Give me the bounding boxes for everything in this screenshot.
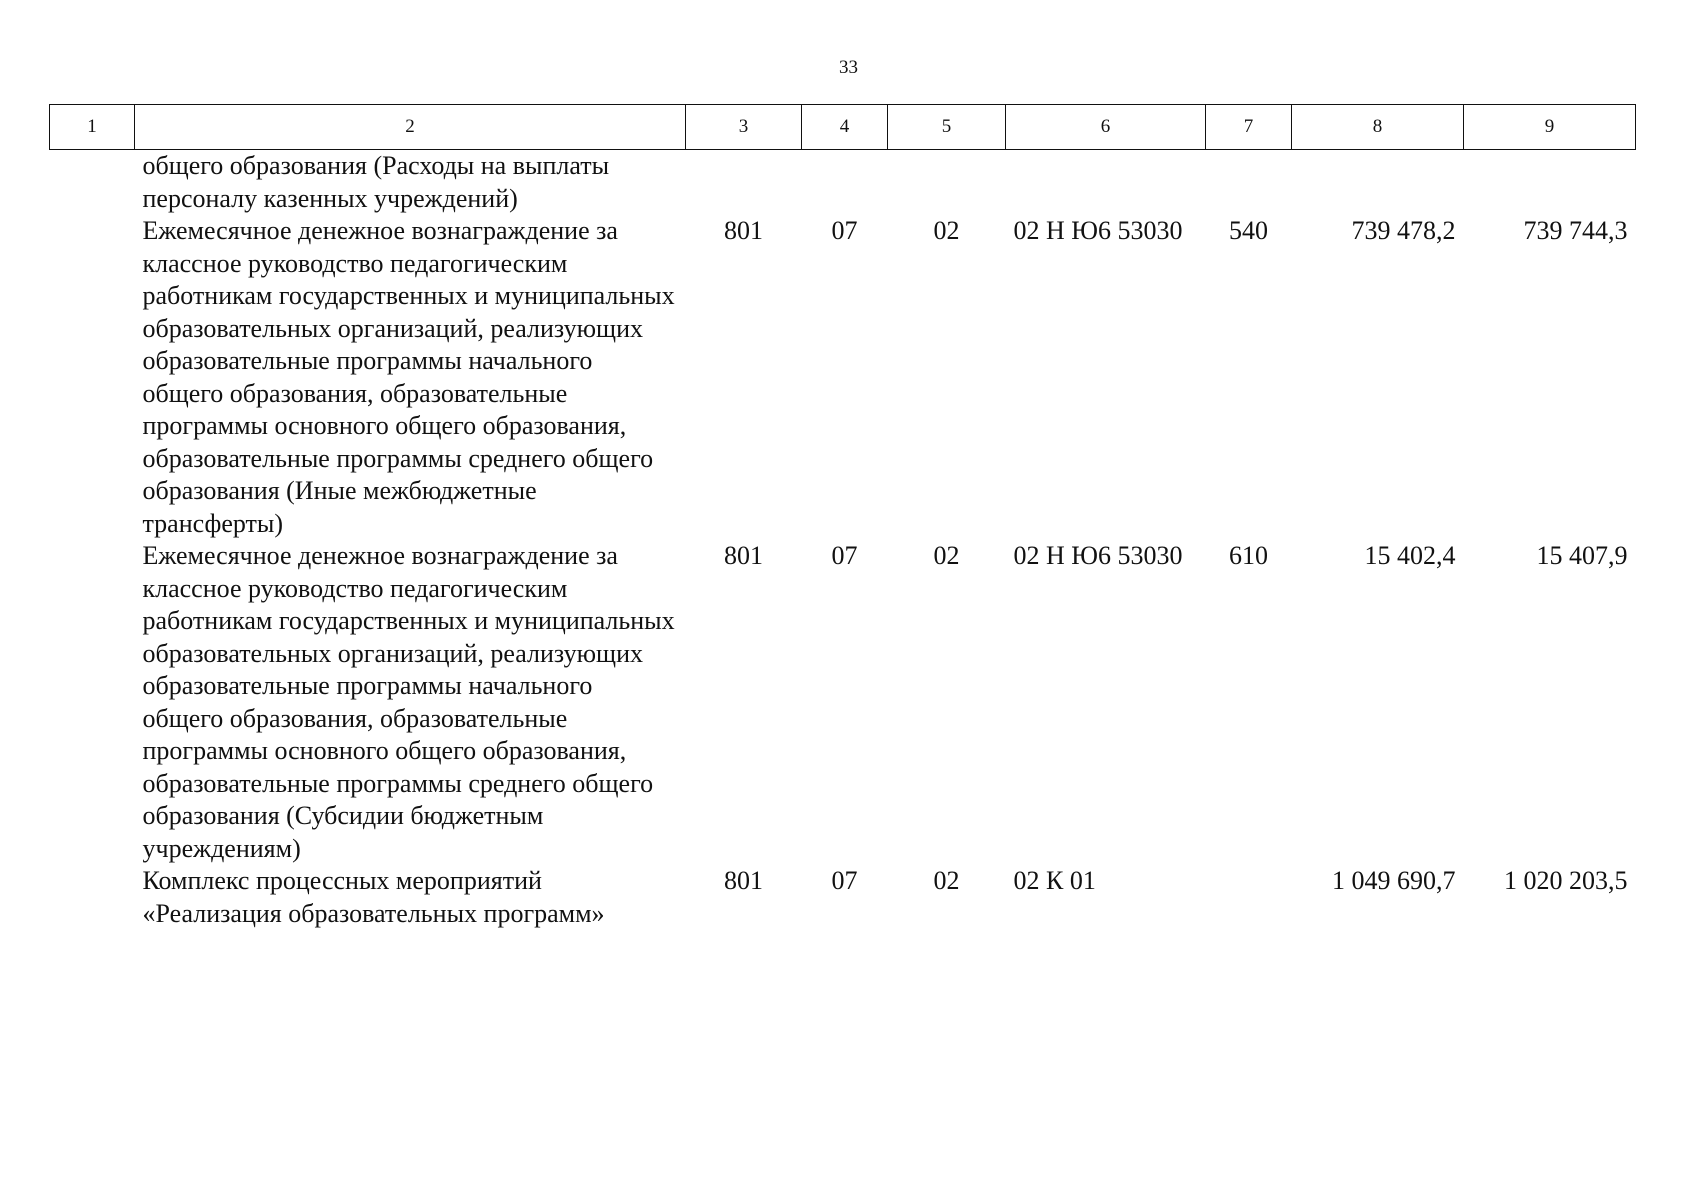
cell-col9 — [1464, 150, 1636, 216]
cell-col5: 02 — [933, 216, 960, 245]
cell-col5 — [888, 150, 1006, 216]
cell-col9: 1 020 203,5 — [1504, 866, 1628, 895]
budget-table — [49, 104, 1636, 930]
cell-description: Ежемесячное денежное вознаграждение за классное руководство педагогическим работникам государственных и муниципальных образовательных организаций, реализующих образовательные программы начального общего образования, образовательные программы основного общего образования, образовательные программы среднего общего образования (Субсидии бюджетным учреждениям) — [142, 541, 675, 863]
column-header-3: 3 — [686, 105, 802, 150]
cell-col7: 540 — [1229, 216, 1268, 245]
header-row — [50, 105, 1636, 150]
cell-col8: 1 049 690,7 — [1332, 866, 1456, 895]
cell-col1 — [50, 150, 135, 216]
column-header-5: 5 — [888, 105, 1006, 150]
cell-col1 — [50, 865, 135, 930]
table-body — [50, 150, 1636, 931]
table-row — [50, 865, 1636, 930]
cell-col8 — [1292, 150, 1464, 216]
cell-col3 — [686, 150, 802, 216]
cell-col3: 801 — [724, 541, 763, 570]
cell-col4: 07 — [831, 541, 858, 570]
cell-description: Комплекс процессных мероприятий «Реализация образовательных программ» — [142, 866, 605, 928]
cell-col9: 739 744,3 — [1523, 216, 1628, 245]
cell-col1 — [50, 540, 135, 865]
cell-col5: 02 — [933, 866, 960, 895]
cell-col3: 801 — [724, 216, 763, 245]
column-header-6: 6 — [1006, 105, 1206, 150]
cell-col1 — [50, 215, 135, 540]
cell-col5: 02 — [933, 541, 960, 570]
column-header-2: 2 — [135, 105, 686, 150]
cell-col8: 15 402,4 — [1364, 541, 1456, 570]
cell-col6: 02 К 01 — [1013, 866, 1096, 895]
column-header-7: 7 — [1206, 105, 1292, 150]
table-header — [50, 105, 1636, 150]
cell-col7: 610 — [1229, 541, 1268, 570]
page-number: 33 — [839, 57, 858, 78]
column-header-8: 8 — [1292, 105, 1464, 150]
table-row — [50, 215, 1636, 540]
cell-col4 — [802, 150, 888, 216]
cell-description: Ежемесячное денежное вознаграждение за классное руководство педагогическим работникам государственных и муниципальных образовательных организаций, реализующих образовательные программы начального общего образования, образовательные программы основного общего образования, образовательные программы среднего общего образования (Иные межбюджетные трансферты) — [142, 216, 675, 538]
cell-description: общего образования (Расходы на выплаты персоналу казенных учреждений) — [142, 151, 610, 213]
cell-col3: 801 — [724, 866, 763, 895]
cell-col7 — [1206, 150, 1292, 216]
cell-col7 — [1206, 865, 1292, 930]
column-header-1: 1 — [50, 105, 135, 150]
table-row — [50, 540, 1636, 865]
cell-col6 — [1006, 150, 1206, 216]
cell-col9: 15 407,9 — [1536, 541, 1628, 570]
cell-col4: 07 — [831, 866, 858, 895]
column-header-9: 9 — [1464, 105, 1636, 150]
cell-col6: 02 Н Ю6 53030 — [1013, 541, 1183, 570]
cell-col4: 07 — [831, 216, 858, 245]
cell-col6: 02 Н Ю6 53030 — [1013, 216, 1183, 245]
cell-col8: 739 478,2 — [1351, 216, 1456, 245]
table-row — [50, 150, 1636, 216]
column-header-4: 4 — [802, 105, 888, 150]
